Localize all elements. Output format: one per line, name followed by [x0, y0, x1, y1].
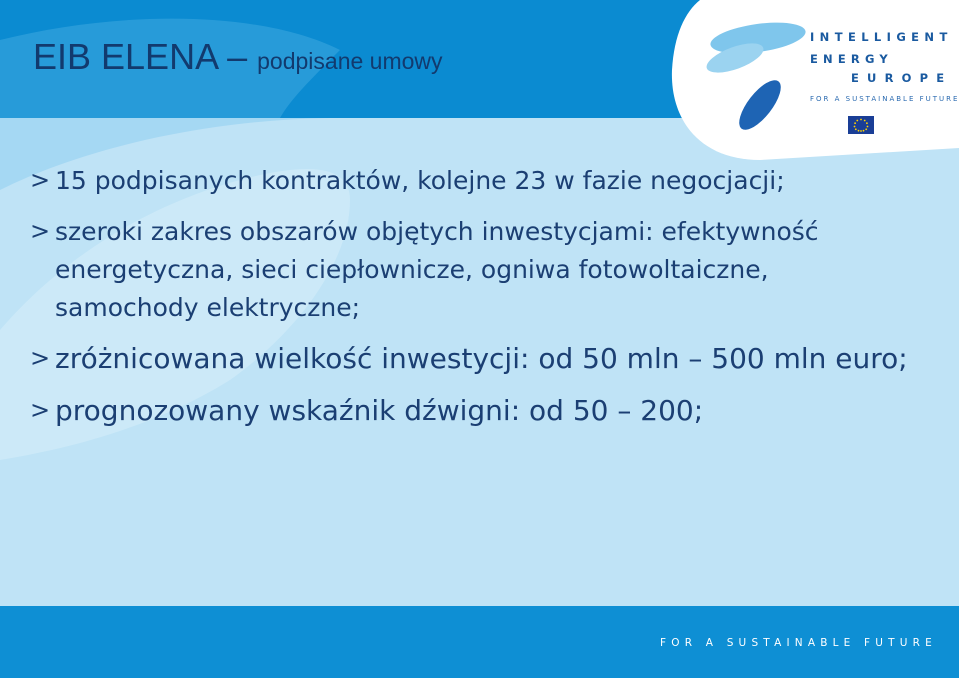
- bullet-item: [30, 162, 910, 200]
- logo-line-intelligent: INTELLIGENT: [810, 30, 953, 44]
- logo-tagline: FOR A SUSTAINABLE FUTURE: [810, 95, 959, 103]
- bullet-list: [30, 162, 910, 444]
- bullet-marker: >: [30, 217, 51, 245]
- bullet-marker: >: [30, 344, 51, 372]
- title-main: EIB ELENA –: [33, 36, 258, 77]
- slide-title: [33, 36, 443, 78]
- title-subtitle: podpisane umowy: [257, 48, 443, 74]
- footer-bar: [0, 606, 959, 678]
- bullet-text: zróżnicowana wielkość inwestycji: od 50 mln – 500 mln euro;: [55, 342, 908, 375]
- bullet-text: 15 podpisanych kontraktów, kolejne 23 w fazie negocjacji;: [55, 166, 785, 195]
- bullet-text: szeroki zakres obszarów objętych inwestycjami: efektywność energetyczna, sieci ciepłownicze, ogniwa fotowoltaiczne, samochody elektryczne;: [55, 217, 819, 322]
- bullet-text: prognozowany wskaźnik dźwigni: od 50 – 200;: [55, 394, 704, 427]
- eu-flag-icon: [848, 116, 874, 134]
- bullet-marker: >: [30, 396, 51, 424]
- bullet-marker: >: [30, 166, 51, 194]
- bullet-item: [30, 340, 910, 378]
- footer-tagline: FOR A SUSTAINABLE FUTURE: [660, 637, 937, 649]
- logo-line-energy: ENERGY: [810, 52, 893, 66]
- bullet-item: [30, 392, 910, 430]
- bullet-item: [30, 213, 910, 327]
- logo-line-europe: EUROPE: [851, 71, 953, 85]
